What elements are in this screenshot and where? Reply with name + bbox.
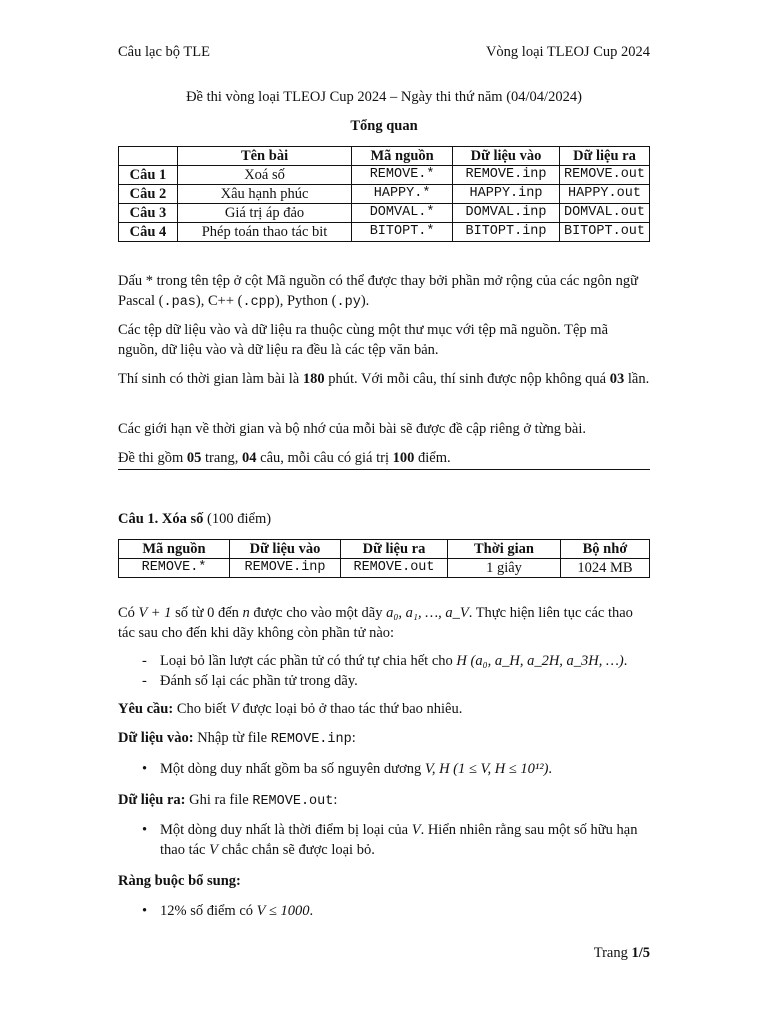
dash-marker: - (142, 673, 147, 689)
extra-constraints-heading: Ràng buộc bổ sung: (118, 873, 241, 889)
cell: DOMVAL.out (559, 204, 649, 223)
intro-paragraph-5: Đề thi gồm 05 trang, 04 câu, mỗi câu có giá trị 100 điểm. (118, 450, 451, 466)
page-header (118, 44, 650, 61)
table-row (119, 185, 650, 204)
intro-paragraph-4: Các giới hạn về thời gian và bộ nhớ của mỗi bài sẽ được đề cập riêng ở từng bài. (118, 421, 586, 437)
cell: REMOVE.out (341, 559, 448, 578)
cell: REMOVE.inp (230, 559, 341, 578)
cell: 1 giây (448, 559, 561, 578)
problem-1-limits-table (118, 539, 650, 578)
overview-table (118, 146, 650, 242)
cell: REMOVE.* (352, 166, 453, 185)
exam-title: Đề thi vòng loại TLEOJ Cup 2024 – Ngày thi thứ năm (04/04/2024) (186, 89, 582, 105)
cell: BITOPT.out (559, 223, 649, 242)
overview-heading: Tổng quan (350, 118, 418, 134)
page-number: 1/5 (631, 945, 650, 961)
list-item: • Một dòng duy nhất gồm ba số nguyên dương V, H (1 ≤ V, H ≤ 10¹²). (142, 761, 553, 777)
cell: HAPPY.inp (453, 185, 560, 204)
intro-paragraph-1: Dấu * trong tên tệp ở cột Mã nguồn có thể được thay bởi phần mở rộng của các ngôn ngữ Pascal (.pas), C++ (.cpp), Python (.py). (118, 273, 638, 310)
cell: DOMVAL.* (352, 204, 453, 223)
overview-header-row (119, 147, 650, 166)
cell: Câu 4 (119, 223, 178, 242)
cell: DOMVAL.inp (453, 204, 560, 223)
cell: Xâu hạnh phúc (177, 185, 351, 204)
col-header: Dữ liệu vào (230, 540, 341, 559)
cell: 1024 MB (561, 559, 650, 578)
dash-marker: - (142, 653, 147, 669)
table-row (119, 166, 650, 185)
col-header: Bộ nhớ (561, 540, 650, 559)
list-item: • Một dòng duy nhất là thời điểm bị loại của V. Hiển nhiên rằng sau một số hữu hạn thao tác V chắc chắn sẽ được loại bỏ. (142, 822, 638, 858)
col-header: Mã nguồn (352, 147, 453, 166)
list-item: - Loại bỏ lần lượt các phần tử có thứ tự chia hết cho H (a₀, a_H, a_2H, a_3H, …). (142, 653, 628, 669)
page-footer: Trang 1/5 (593, 945, 650, 961)
cell: Xoá số (177, 166, 351, 185)
cell: Phép toán thao tác bit (177, 223, 351, 242)
cell: Giá trị áp đảo (177, 204, 351, 223)
problem-1-statement: Có V + 1 số từ 0 đến n được cho vào một dãy a₀, a₁, …, a_V. Thực hiện liên tục các thao tác sau cho đến khi dãy không còn phần tử nào: (118, 605, 633, 641)
input-list (118, 759, 650, 779)
cell: Câu 2 (119, 185, 178, 204)
header-left: Câu lạc bộ TLE (118, 44, 210, 60)
input-section: Dữ liệu vào: Nhập từ file REMOVE.inp: (118, 730, 356, 747)
list-item: • 12% số điểm có V ≤ 1000. (142, 903, 314, 919)
col-header: Dữ liệu ra (559, 147, 649, 166)
table-row (119, 204, 650, 223)
cell: HAPPY.out (559, 185, 649, 204)
table-row (119, 559, 650, 578)
bullet-marker: • (142, 903, 148, 919)
cell: BITOPT.* (352, 223, 453, 242)
intro-paragraph-2: Các tệp dữ liệu vào và dữ liệu ra thuộc cùng một thư mục với tệp mã nguồn. Tệp mã nguồn, dữ liệu vào và dữ liệu ra đều là các tệp văn bản. (118, 322, 609, 358)
problem-1-heading: Câu 1. Xóa số (100 điểm) (118, 511, 272, 527)
cell: REMOVE.* (119, 559, 230, 578)
col-header: Dữ liệu ra (341, 540, 448, 559)
col-header: Mã nguồn (119, 540, 230, 559)
cell: BITOPT.inp (453, 223, 560, 242)
table-row (119, 223, 650, 242)
bullet-marker: • (142, 761, 148, 777)
problem-1-steps (118, 651, 650, 691)
bullet-marker: • (142, 822, 148, 838)
cell: Câu 1 (119, 166, 178, 185)
col-header: Thời gian (448, 540, 561, 559)
col-header: Tên bài (177, 147, 351, 166)
limits-header-row (119, 540, 650, 559)
output-section: Dữ liệu ra: Ghi ra file REMOVE.out: (118, 792, 338, 809)
requirement: Yêu cầu: Cho biết V được loại bỏ ở thao tác thứ bao nhiêu. (118, 701, 463, 717)
cell: Câu 3 (119, 204, 178, 223)
section-divider (118, 469, 650, 470)
col-header (119, 147, 178, 166)
col-header: Dữ liệu vào (453, 147, 560, 166)
intro-paragraph-3: Thí sinh có thời gian làm bài là 180 phút. Với mỗi câu, thí sinh được nộp không quá 03 lần. (118, 371, 650, 387)
cell: REMOVE.inp (453, 166, 560, 185)
output-list (118, 820, 650, 860)
cell: REMOVE.out (559, 166, 649, 185)
list-item: - Đánh số lại các phần tử trong dãy. (142, 673, 358, 689)
header-right: Vòng loại TLEOJ Cup 2024 (485, 44, 650, 60)
extra-constraints-list (118, 901, 650, 921)
cell: HAPPY.* (352, 185, 453, 204)
